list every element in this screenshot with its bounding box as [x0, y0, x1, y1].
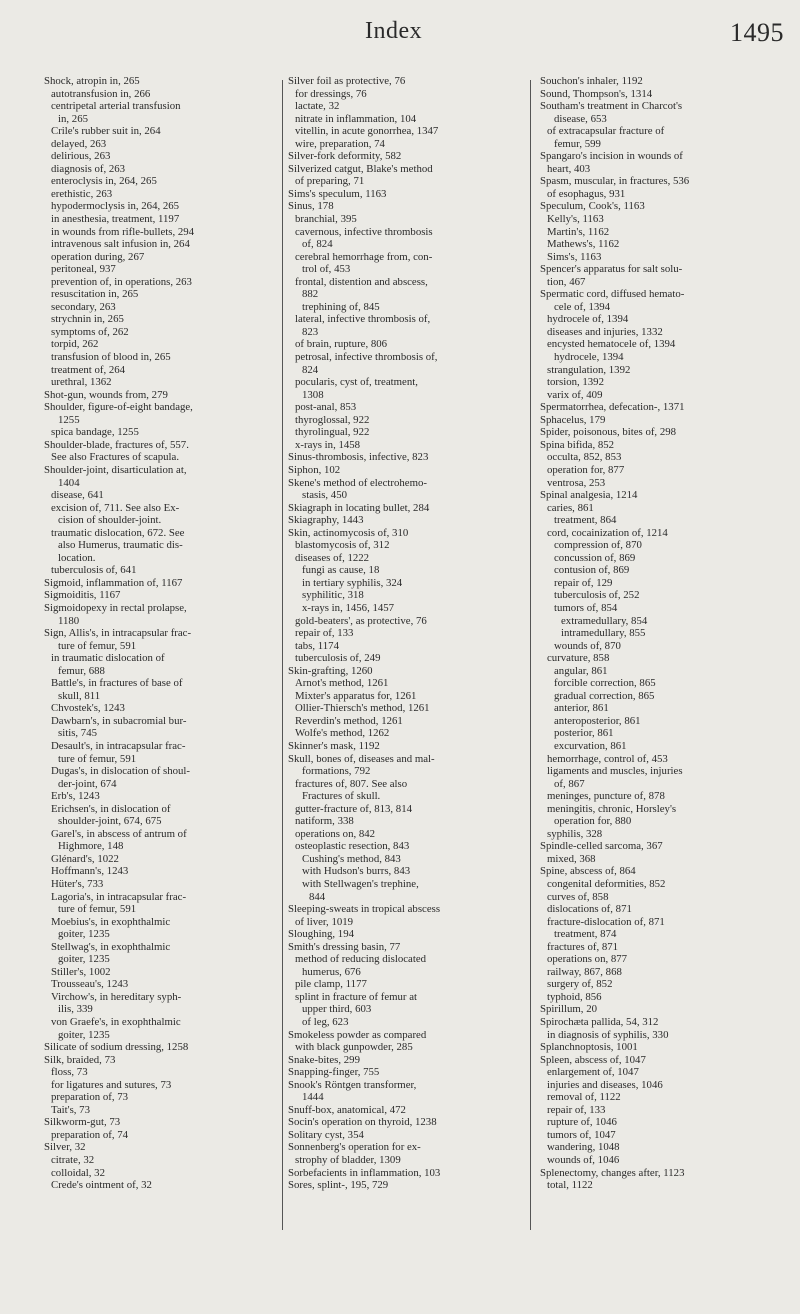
index-subentry: anterior, 861 — [554, 702, 609, 715]
index-subentry: 1180 — [58, 614, 80, 627]
index-entry: Spermatorrhea, defecation-, 1371 — [540, 401, 685, 414]
index-entry: Socin's operation on thyroid, 1238 — [288, 1116, 437, 1129]
index-subentry: tumors of, 854 — [554, 601, 618, 614]
index-subentry: with Hudson's burrs, 843 — [302, 865, 411, 878]
index-subentry: of extracapsular fracture of — [547, 125, 665, 138]
index-subentry: intramedullary, 855 — [561, 627, 646, 640]
index-subentry: in wounds from rifle-bullets, 294 — [51, 225, 195, 238]
index-subentry: stasis, 450 — [302, 489, 347, 502]
index-subentry: encysted hematocele of, 1394 — [547, 338, 676, 351]
index-entry: Skin-grafting, 1260 — [288, 664, 373, 677]
index-subentry: wounds of, 1046 — [547, 1154, 620, 1167]
index-column-1 — [44, 75, 276, 1192]
index-entry: Spleen, abscess of, 1047 — [540, 1053, 646, 1066]
index-subentry: Virchow's, in hereditary syph- — [51, 990, 182, 1003]
index-subentry: railway, 867, 868 — [547, 965, 622, 978]
index-subentry: with Stellwagen's trephine, — [302, 878, 419, 890]
index-subentry: operation during, 267 — [51, 250, 145, 263]
index-subentry: operation for, 877 — [547, 463, 625, 476]
index-subentry: Crede's ointment of, 32 — [51, 1179, 152, 1192]
index-subentry: tuberculosis of, 641 — [51, 564, 137, 577]
index-subentry: ture of femur, 591 — [58, 639, 137, 652]
index-entry: Silver-fork deformity, 582 — [288, 150, 402, 163]
index-subentry: cavernous, infective thrombosis — [295, 225, 433, 238]
index-entry: Spirillum, 20 — [540, 1003, 597, 1016]
index-subentry: cerebral hemorrhage from, con- — [295, 250, 433, 263]
index-subentry: prevention of, in operations, 263 — [51, 275, 192, 288]
index-subentry: tuberculosis of, 252 — [554, 589, 640, 602]
index-subentry: Hüter's, 733 — [51, 878, 104, 890]
index-subentry: strangulation, 1392 — [547, 363, 631, 376]
index-entry: Silverized catgut, Blake's method — [288, 162, 433, 175]
index-subentry: cision of shoulder-joint. — [58, 514, 162, 527]
index-subentry: injuries and diseases, 1046 — [547, 1078, 663, 1091]
index-subentry: Fractures of skull. — [302, 790, 381, 803]
index-subentry: concussion of, 869 — [554, 551, 636, 564]
index-subentry: rupture of, 1046 — [547, 1116, 617, 1129]
index-subentry: Glénard's, 1022 — [51, 852, 119, 865]
index-subentry: disease, 653 — [554, 112, 607, 125]
index-entry: Sloughing, 194 — [288, 928, 354, 941]
index-subentry: 844 — [309, 890, 326, 903]
index-subentry: erethistic, 263 — [51, 187, 113, 200]
index-subentry: 823 — [302, 325, 319, 338]
index-entry: Spasm, muscular, in fractures, 536 — [540, 175, 690, 188]
index-subentry: frontal, distention and abscess, — [295, 275, 428, 288]
index-subentry: Arnot's method, 1261 — [295, 677, 389, 690]
index-subentry: method of reducing dislocated — [295, 953, 427, 966]
index-subentry: sitis, 745 — [58, 727, 97, 740]
index-subentry: operations on, 842 — [295, 827, 376, 840]
index-subentry: ture of femur, 591 — [58, 903, 137, 916]
index-subentry: autotransfusion in, 266 — [51, 87, 151, 100]
index-subentry: ventrosa, 253 — [547, 476, 606, 489]
index-column-3 — [540, 75, 780, 1192]
index-entry: Spirochæta pallida, 54, 312 — [540, 1016, 659, 1029]
index-subentry: petrosal, infective thrombosis of, — [295, 351, 438, 364]
index-entry: Sign, Allis's, in intracapsular frac- — [44, 627, 192, 640]
index-entry: Sigmoidopexy in rectal prolapse, — [44, 601, 187, 614]
index-subentry: Cushing's method, 843 — [302, 852, 401, 865]
index-subentry: tion, 467 — [547, 275, 586, 288]
index-entry: Snuff-box, anatomical, 472 — [288, 1103, 406, 1116]
index-subentry: total, 1122 — [547, 1179, 593, 1192]
index-entry: Silkworm-gut, 73 — [44, 1116, 121, 1129]
index-subentry: disease, 641 — [51, 489, 104, 502]
index-subentry: osteoplastic resection, 843 — [295, 840, 410, 853]
index-subentry: ligaments and muscles, injuries — [547, 765, 683, 778]
index-subentry: goiter, 1235 — [58, 1028, 110, 1041]
index-subentry: thyroglossal, 922 — [295, 413, 370, 426]
index-subentry: citrate, 32 — [51, 1154, 95, 1167]
index-subentry: gutter-fracture of, 813, 814 — [295, 802, 413, 815]
index-subentry: urethral, 1362 — [51, 376, 112, 389]
index-subentry: of leg, 623 — [302, 1016, 349, 1029]
index-subentry: pile clamp, 1177 — [295, 978, 367, 991]
column-rule — [282, 80, 283, 1230]
index-subentry: operations on, 877 — [547, 953, 628, 966]
index-subentry: Martin's, 1162 — [547, 225, 610, 238]
index-subentry: wounds of, 870 — [554, 639, 621, 652]
index-subentry: x-rays in, 1458 — [295, 438, 361, 451]
index-subentry: nitrate in inflammation, 104 — [295, 112, 417, 125]
index-subentry: Kelly's, 1163 — [547, 213, 604, 226]
index-subentry: Stellwag's, in exophthalmic — [51, 940, 171, 953]
index-subentry: goiter, 1235 — [58, 928, 110, 941]
index-entry: Southam's treatment in Charcot's — [540, 100, 683, 113]
index-subentry: trol of, 453 — [302, 263, 351, 276]
index-subentry: removal of, 1122 — [547, 1091, 621, 1104]
index-subentry: treatment of, 264 — [51, 363, 126, 376]
index-subentry: curvature, 858 — [547, 652, 610, 665]
index-subentry: occulta, 852, 853 — [547, 451, 622, 464]
index-subentry: meninges, puncture of, 878 — [547, 790, 665, 803]
index-subentry: dislocations of, 871 — [547, 903, 632, 916]
index-subentry: centripetal arterial transfusion — [51, 100, 181, 113]
index-subentry: formations, 792 — [302, 765, 371, 778]
index-subentry: symptoms of, 262 — [51, 325, 129, 338]
index-subentry: delirious, 263 — [51, 150, 111, 163]
index-subentry: post-anal, 853 — [295, 401, 357, 414]
index-column-2 — [288, 75, 498, 1192]
index-subentry: Hoffmann's, 1243 — [51, 865, 129, 878]
index-subentry: Tait's, 73 — [51, 1103, 90, 1116]
index-subentry: diagnosis of, 263 — [51, 162, 126, 175]
index-subentry: posterior, 861 — [554, 727, 614, 740]
index-entry: Speculum, Cook's, 1163 — [540, 200, 645, 213]
index-entry: Snapping-finger, 755 — [288, 1066, 380, 1079]
index-subentry: of esophagus, 931 — [547, 187, 626, 200]
index-subentry: splint in fracture of femur at — [295, 990, 418, 1003]
index-subentry: diseases of, 1222 — [295, 551, 370, 564]
index-subentry: Chvostek's, 1243 — [51, 702, 125, 715]
index-subentry: lactate, 32 — [295, 100, 340, 113]
index-subentry: colloidal, 32 — [51, 1166, 105, 1179]
index-subentry: for dressings, 76 — [295, 87, 367, 100]
index-entry: Spangaro's incision in wounds of — [540, 150, 683, 163]
index-subentry: varix of, 409 — [547, 388, 603, 401]
index-entry: Sinus, 178 — [288, 200, 334, 213]
index-subentry: strychnin in, 265 — [51, 313, 124, 326]
index-subentry: wire, preparation, 74 — [295, 137, 385, 150]
index-entry: Silicate of sodium dressing, 1258 — [44, 1041, 189, 1054]
index-subentry: vitellin, in acute gonorrhea, 1347 — [295, 125, 439, 138]
index-subentry: anteroposterior, 861 — [554, 714, 641, 727]
index-subentry: Ollier-Thiersch's method, 1261 — [295, 702, 430, 715]
index-subentry: traumatic dislocation, 672. See — [51, 526, 185, 539]
index-subentry: treatment, 864 — [554, 514, 617, 527]
index-subentry: Wolfe's method, 1262 — [295, 727, 390, 740]
index-subentry: lateral, infective thrombosis of, — [295, 313, 431, 326]
index-entry: Splanchnoptosis, 1001 — [540, 1041, 638, 1054]
index-subentry: gold-beaters', as protective, 76 — [295, 614, 427, 627]
index-subentry: branchial, 395 — [295, 213, 357, 226]
index-entry: Spindle-celled sarcoma, 367 — [540, 840, 663, 853]
index-subentry: trephining of, 845 — [302, 300, 380, 313]
index-entry: Silver, 32 — [44, 1141, 86, 1154]
index-subentry: with black gunpowder, 285 — [295, 1041, 413, 1054]
index-entry: Smith's dressing basin, 77 — [288, 940, 401, 953]
index-subentry: heart, 403 — [547, 162, 591, 175]
index-entry: Snake-bites, 299 — [288, 1053, 360, 1066]
index-entry: Spinal analgesia, 1214 — [540, 489, 638, 502]
index-subentry: Dugas's, in dislocation of shoul- — [51, 765, 190, 778]
index-subentry: of preparing, 71 — [295, 175, 365, 188]
index-entry: Sinus-thrombosis, infective, 823 — [288, 451, 429, 464]
index-subentry: skull, 811 — [58, 689, 101, 702]
index-subentry: Dawbarn's, in subacromial bur- — [51, 714, 187, 727]
index-subentry: tuberculosis of, 249 — [295, 652, 381, 665]
index-subentry: Reverdin's method, 1261 — [295, 714, 403, 727]
index-subentry: hydrocele, 1394 — [554, 351, 624, 364]
page-header — [0, 18, 800, 58]
index-subentry: excision of, 711. See also Ex- — [51, 501, 180, 514]
index-subentry: excurvation, 861 — [554, 739, 627, 752]
index-subentry: syphilis, 328 — [547, 827, 603, 840]
index-subentry: humerus, 676 — [302, 965, 361, 978]
index-subentry: of brain, rupture, 806 — [295, 338, 388, 351]
index-entry: Siphon, 102 — [288, 463, 341, 476]
index-subentry: resuscitation in, 265 — [51, 288, 139, 301]
index-subentry: 1255 — [58, 413, 80, 426]
index-subentry: for ligatures and sutures, 73 — [51, 1078, 172, 1091]
index-subentry: 1444 — [302, 1091, 324, 1104]
index-entry: Skiagraph in locating bullet, 284 — [288, 501, 430, 514]
index-subentry: enteroclysis in, 264, 265 — [51, 175, 157, 188]
index-subentry: wandering, 1048 — [547, 1141, 620, 1154]
index-subentry: ture of femur, 591 — [58, 752, 137, 765]
index-entry: Spider, poisonous, bites of, 298 — [540, 426, 677, 439]
index-subentry: repair of, 133 — [547, 1103, 606, 1116]
index-subentry: Erichsen's, in dislocation of — [51, 802, 171, 815]
index-subentry: Trousseau's, 1243 — [51, 978, 129, 991]
index-subentry: gradual correction, 865 — [554, 689, 655, 702]
index-subentry: preparation of, 73 — [51, 1091, 129, 1104]
index-subentry: 824 — [302, 363, 319, 376]
index-subentry: intravenous salt infusion in, 264 — [51, 238, 190, 251]
index-subentry: Garel's, in abscess of antrum of — [51, 827, 187, 840]
index-subentry: in, 265 — [58, 112, 88, 125]
index-subentry: femur, 688 — [58, 664, 105, 677]
index-entry: Sigmoiditis, 1167 — [44, 589, 121, 602]
index-subentry: Erb's, 1243 — [51, 790, 100, 803]
index-entry: Snook's Röntgen transformer, — [288, 1078, 417, 1091]
index-subentry: in traumatic dislocation of — [51, 652, 165, 665]
index-subentry: in tertiary syphilis, 324 — [302, 576, 403, 589]
index-entry: Solitary cyst, 354 — [288, 1128, 364, 1141]
index-subentry: mixed, 368 — [547, 852, 596, 865]
index-entry: Shock, atropin in, 265 — [44, 75, 140, 87]
index-subentry: in diagnosis of syphilis, 330 — [547, 1028, 669, 1041]
index-subentry: syphilitic, 318 — [302, 589, 364, 602]
index-subentry: Lagoria's, in intracapsular frac- — [51, 890, 187, 903]
index-entry: Spine, abscess of, 864 — [540, 865, 636, 878]
index-subentry: caries, 861 — [547, 501, 594, 514]
index-entry: Sigmoid, inflammation of, 1167 — [44, 576, 183, 589]
index-subentry: femur, 599 — [554, 137, 601, 150]
index-entry: Skene's method of electrohemo- — [288, 476, 427, 489]
index-subentry: repair of, 133 — [295, 627, 354, 640]
index-subentry: pocularis, cyst of, treatment, — [295, 376, 418, 389]
index-entry: Souchon's inhaler, 1192 — [540, 75, 643, 87]
index-entry: Shot-gun, wounds from, 279 — [44, 388, 168, 401]
index-subentry: hypodermoclysis in, 264, 265 — [51, 200, 180, 213]
index-subentry: tumors of, 1047 — [547, 1128, 616, 1141]
index-subentry: Stiller's, 1002 — [51, 965, 111, 978]
index-subentry: cord, cocainization of, 1214 — [547, 526, 668, 539]
index-subentry: operation for, 880 — [554, 815, 632, 828]
index-subentry: von Graefe's, in exophthalmic — [51, 1016, 181, 1029]
index-subentry: peritoneal, 937 — [51, 263, 116, 276]
index-subentry: fracture-dislocation of, 871 — [547, 915, 665, 928]
index-subentry: natiform, 338 — [295, 815, 354, 828]
index-entry: Sorbefacients in inflammation, 103 — [288, 1166, 441, 1179]
index-subentry: Highmore, 148 — [58, 840, 124, 853]
index-subentry: spica bandage, 1255 — [51, 426, 139, 439]
index-subentry: treatment, 874 — [554, 928, 617, 941]
index-subentry: Crile's rubber suit in, 264 — [51, 125, 161, 138]
index-subentry: 1404 — [58, 476, 80, 489]
index-subentry: of, 824 — [302, 238, 333, 251]
index-subentry: fractures of, 871 — [547, 940, 619, 953]
index-entry: Silk, braided, 73 — [44, 1053, 116, 1066]
index-entry: Spermatic cord, diffused hemato- — [540, 288, 685, 301]
index-subentry: location. — [58, 551, 96, 564]
index-subentry: typhoid, 856 — [547, 990, 602, 1003]
index-subentry: enlargement of, 1047 — [547, 1066, 639, 1079]
index-subentry: floss, 73 — [51, 1066, 88, 1079]
index-subentry: forcible correction, 865 — [554, 677, 656, 690]
index-subentry: of liver, 1019 — [295, 915, 354, 928]
index-entry: Skin, actinomycosis of, 310 — [288, 526, 409, 539]
index-subentry: upper third, 603 — [302, 1003, 372, 1016]
index-entry: Shoulder, figure-of-eight bandage, — [44, 401, 193, 414]
index-subentry: ilis, 339 — [58, 1003, 93, 1016]
page-number: 1495 — [730, 18, 784, 47]
index-subentry: Desault's, in intracapsular frac- — [51, 739, 186, 752]
index-subentry: fractures of, 807. See also — [295, 777, 408, 790]
index-subentry: hemorrhage, control of, 453 — [547, 752, 668, 765]
index-entry: Spencer's apparatus for salt solu- — [540, 263, 683, 276]
index-subentry: Mixter's apparatus for, 1261 — [295, 689, 417, 702]
index-entry: Spina bifida, 852 — [540, 438, 615, 451]
index-subentry: of, 867 — [554, 777, 585, 790]
index-entry: Sores, splint-, 195, 729 — [288, 1179, 389, 1192]
index-entry: Smokeless powder as compared — [288, 1028, 427, 1041]
index-subentry: tabs, 1174 — [295, 639, 339, 652]
index-subentry: curves of, 858 — [547, 890, 609, 903]
index-subentry: repair of, 129 — [554, 576, 613, 589]
index-subentry: hydrocele of, 1394 — [547, 313, 629, 326]
index-subentry: strophy of bladder, 1309 — [295, 1154, 401, 1167]
index-subentry: goiter, 1235 — [58, 953, 110, 966]
index-subentry: contusion of, 869 — [554, 564, 630, 577]
index-subentry: Sims's, 1163 — [547, 250, 602, 263]
index-subentry: thyrolingual, 922 — [295, 426, 370, 439]
column-rule — [530, 80, 531, 1230]
index-subentry: 1308 — [302, 388, 324, 401]
index-subentry: surgery of, 852 — [547, 978, 613, 991]
index-subentry: in anesthesia, treatment, 1197 — [51, 213, 180, 226]
index-subentry: preparation of, 74 — [51, 1128, 129, 1141]
index-subentry: angular, 861 — [554, 664, 608, 677]
index-subentry: der-joint, 674 — [58, 777, 117, 790]
index-subentry: Mathews's, 1162 — [547, 238, 620, 251]
index-subentry: shoulder-joint, 674, 675 — [58, 815, 162, 828]
index-subentry: Battle's, in fractures of base of — [51, 677, 183, 690]
index-entry: Sims's speculum, 1163 — [288, 187, 387, 200]
index-entry: Sphacelus, 179 — [540, 413, 606, 426]
index-entry: Skiagraphy, 1443 — [288, 514, 364, 527]
index-subentry: meningitis, chronic, Horsley's — [547, 802, 677, 815]
index-subentry: delayed, 263 — [51, 137, 107, 150]
index-entry: Skinner's mask, 1192 — [288, 739, 380, 752]
index-subentry: Moebius's, in exophthalmic — [51, 915, 171, 928]
index-entry: Silver foil as protective, 76 — [288, 75, 406, 87]
index-subentry: transfusion of blood in, 265 — [51, 351, 171, 364]
index-subentry: cele of, 1394 — [554, 300, 611, 313]
index-subentry: secondary, 263 — [51, 300, 116, 313]
index-entry: Sleeping-sweats in tropical abscess — [288, 903, 441, 916]
running-head-title: Index — [365, 18, 423, 44]
index-subentry: torpid, 262 — [51, 338, 99, 351]
index-entry: Sound, Thompson's, 1314 — [540, 87, 653, 100]
index-entry: Splenectomy, changes after, 1123 — [540, 1166, 685, 1179]
index-entry: Shoulder-joint, disarticulation at, — [44, 463, 187, 476]
index-subentry: diseases and injuries, 1332 — [547, 325, 663, 338]
index-subentry: 882 — [302, 288, 319, 301]
index-subentry: See also Fractures of scapula. — [51, 451, 180, 464]
index-subentry: blastomycosis of, 312 — [295, 539, 390, 552]
index-subentry: extramedullary, 854 — [561, 614, 648, 627]
index-entry: Skull, bones of, diseases and mal- — [288, 752, 435, 765]
index-subentry: congenital deformities, 852 — [547, 878, 666, 890]
index-subentry: x-rays in, 1456, 1457 — [302, 601, 395, 614]
index-subentry: compression of, 870 — [554, 539, 642, 552]
index-subentry: fungi as cause, 18 — [302, 564, 380, 577]
index-subentry: also Humerus, traumatic dis- — [58, 539, 183, 552]
index-subentry: torsion, 1392 — [547, 376, 604, 389]
index-entry: Sonnenberg's operation for ex- — [288, 1141, 421, 1154]
index-entry: Shoulder-blade, fractures of, 557. — [44, 438, 189, 451]
